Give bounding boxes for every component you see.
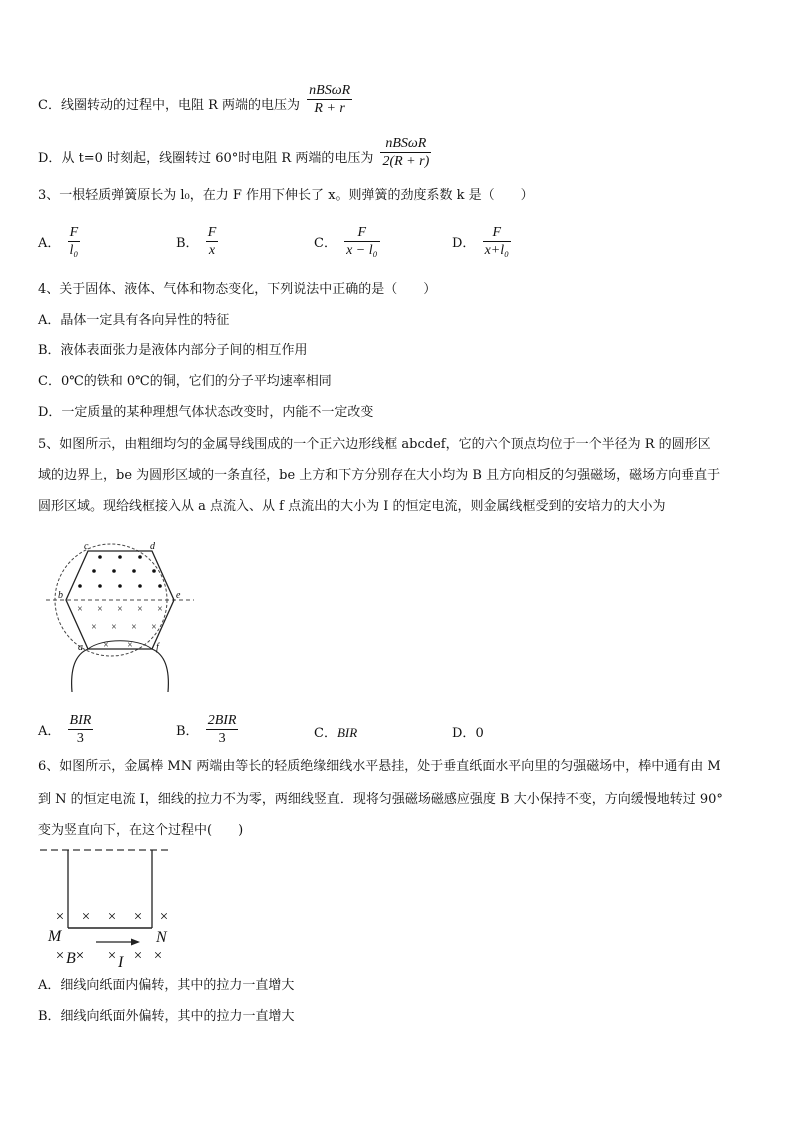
q2-option-d: [38, 136, 434, 176]
svg-text:×: ×: [131, 622, 137, 633]
lead-wire-f: [152, 649, 168, 692]
q5-option-a-numerator: BIR: [69, 713, 92, 728]
svg-text:×: ×: [103, 640, 109, 651]
q6-stem-line-3: 变为竖直向下，在这个过程中( ): [38, 823, 244, 838]
vertex-label-d: d: [150, 541, 155, 552]
q5-option-b: [176, 712, 241, 747]
q3-option-b-numerator: F: [207, 225, 217, 240]
q3-option-a: [38, 224, 83, 259]
cross-near-b: ×: [75, 948, 85, 964]
q5-option-a: [38, 712, 96, 747]
vertex-label-f: f: [156, 642, 159, 653]
q4-option-d: D．一定质量的某种理想气体状态改变时，内能不一定改变: [38, 405, 374, 420]
q3-stem: 3、一根轻质弹簧原长为 l₀，在力 F 作用下伸长了 x。则弹簧的劲度系数 k 是（ ）: [38, 188, 534, 203]
label-b: B: [66, 950, 76, 967]
field-out-dots: [78, 555, 162, 588]
label-m: M: [48, 928, 62, 945]
q6-stem-line-1: 6、如图所示，金属棒 MN 两端由等长的轻质绝缘细线水平悬挂，处于垂直纸面水平向里的匀强磁场中，棒中通有由 M: [38, 759, 721, 774]
q6-stem-line-2: 到 N 的恒定电流 I，细线的拉力不为零，两细线竖直．现将匀强磁场磁感应强度 B 大小保持不变，方向缓慢地转过 90°: [38, 792, 723, 807]
q3-option-c: [314, 224, 383, 259]
q3-option-c-fraction: [344, 224, 379, 259]
label-n: N: [156, 929, 167, 946]
q6-option-b: B．细线向纸面外偏转，其中的拉力一直增大: [38, 1009, 295, 1024]
svg-text:×: ×: [153, 948, 163, 964]
q5-option-d: [452, 722, 484, 741]
q4-option-b: B．液体表面张力是液体内部分子间的相互作用: [38, 343, 308, 358]
q3-option-d-fraction: [483, 224, 511, 259]
svg-text:×: ×: [77, 604, 83, 615]
svg-text:×: ×: [107, 909, 117, 925]
lead-wire-a: [72, 649, 88, 692]
q3-option-c-label: C．: [314, 236, 337, 251]
vertex-label-c: c: [84, 541, 89, 552]
svg-text:×: ×: [151, 622, 157, 633]
q3-option-d-numerator: F: [483, 224, 511, 242]
svg-text:×: ×: [133, 909, 143, 925]
q3-option-b-label: B．: [176, 236, 199, 251]
q5-option-b-denominator: 3: [218, 731, 226, 746]
q3-option-c-numerator: F: [344, 224, 379, 242]
q2-option-c: [38, 83, 355, 123]
svg-text:×: ×: [55, 909, 65, 925]
label-i: I: [118, 954, 124, 971]
svg-text:×: ×: [117, 604, 123, 615]
svg-text:×: ×: [97, 604, 103, 615]
q4-stem: 4、关于固体、液体、气体和物态变化，下列说法中正确的是（ ）: [38, 282, 437, 297]
q5-option-c: [314, 722, 357, 741]
q3-option-d-label: D．: [452, 236, 476, 251]
q3-option-a-denominator: l₀: [69, 243, 79, 258]
q5-stem-line-2: 域的边界上，be 为圆形区域的一条直径，be 上方和下方分别存在大小均为 B 且方向相反的匀强磁场，磁场方向垂直于: [38, 468, 721, 483]
q5-stem-line-1: 5、如图所示，由粗细均匀的金属导线围成的一个正六边形线框 abcdef，它的六个顶点均位于一个半径为 R 的圆形区: [38, 437, 711, 452]
q2-option-d-denominator: 2(R + r): [382, 154, 430, 169]
q5-option-c-label: C．: [314, 726, 337, 741]
svg-text:×: ×: [159, 909, 169, 925]
q5-option-c-text: BIR: [336, 725, 358, 740]
q5-option-b-label: B．: [176, 724, 199, 739]
svg-text:×: ×: [133, 948, 143, 964]
svg-text:×: ×: [111, 622, 117, 633]
svg-text:×: ×: [55, 948, 65, 964]
q6-rod-figure: [36, 842, 186, 972]
q3-option-b-denominator: x: [208, 243, 216, 258]
q3-option-a-fraction: [68, 224, 81, 259]
field-in-crosses: [77, 604, 163, 651]
q6-option-a: A．细线向纸面内偏转，其中的拉力一直增大: [38, 978, 295, 993]
svg-text:×: ×: [81, 909, 91, 925]
q5-hexagon-figure: [40, 538, 200, 698]
q2-option-d-fraction: [380, 135, 431, 170]
svg-text:×: ×: [91, 622, 97, 633]
q3-option-b: [176, 224, 221, 259]
q2-option-d-numerator: nBSωR: [380, 135, 431, 153]
q3-option-d-denominator: x+l₀: [484, 243, 509, 258]
vertex-label-a: a: [78, 642, 83, 653]
q5-option-a-fraction: [68, 712, 94, 747]
q3-option-a-label: A．: [38, 236, 61, 251]
current-arrowhead: [131, 939, 140, 946]
q2-option-c-text: 线圈转动的过程中，电阻 R 两端的电压为: [60, 98, 301, 113]
q5-option-d-text: 0: [475, 726, 484, 741]
q2-option-d-label: D．: [38, 151, 62, 166]
svg-text:×: ×: [157, 604, 163, 615]
q2-option-c-numerator: nBSωR: [309, 83, 351, 98]
q5-option-b-numerator: 2BIR: [207, 713, 237, 728]
q5-option-a-denominator: 3: [76, 731, 84, 746]
q5-option-b-fraction: [206, 712, 239, 747]
vertex-label-b: b: [58, 590, 63, 601]
q3-option-c-denominator: x − l₀: [346, 243, 378, 258]
q5-option-a-label: A．: [38, 724, 61, 739]
lead-wire-bridge: [88, 641, 152, 649]
q5-option-d-label: D．: [452, 726, 476, 741]
q3-option-d: [452, 224, 514, 259]
svg-text:×: ×: [127, 640, 133, 651]
q4-option-c: C．0℃的铁和 0℃的铜，它们的分子平均速率相同: [38, 374, 332, 389]
q2-option-c-denominator: R + r: [314, 101, 345, 116]
svg-text:×: ×: [107, 948, 117, 964]
q3-option-b-fraction: [206, 224, 219, 259]
vertex-label-e: e: [176, 590, 181, 601]
q2-option-c-fraction: [307, 82, 352, 117]
q5-stem-line-3: 圆形区域。现给线框接入从 a 点流入、从 f 点流出的大小为 I 的恒定电流，则金属线框受到的安培力的大小为: [38, 499, 666, 514]
q4-option-a: A．晶体一定具有各向异性的特征: [38, 313, 230, 328]
q2-option-d-text: 从 t=0 时刻起，线圈转过 60°时电阻 R 两端的电压为: [61, 151, 374, 166]
q2-option-c-label: C．: [38, 98, 61, 113]
svg-text:×: ×: [137, 604, 143, 615]
q3-option-a-numerator: F: [68, 224, 81, 242]
